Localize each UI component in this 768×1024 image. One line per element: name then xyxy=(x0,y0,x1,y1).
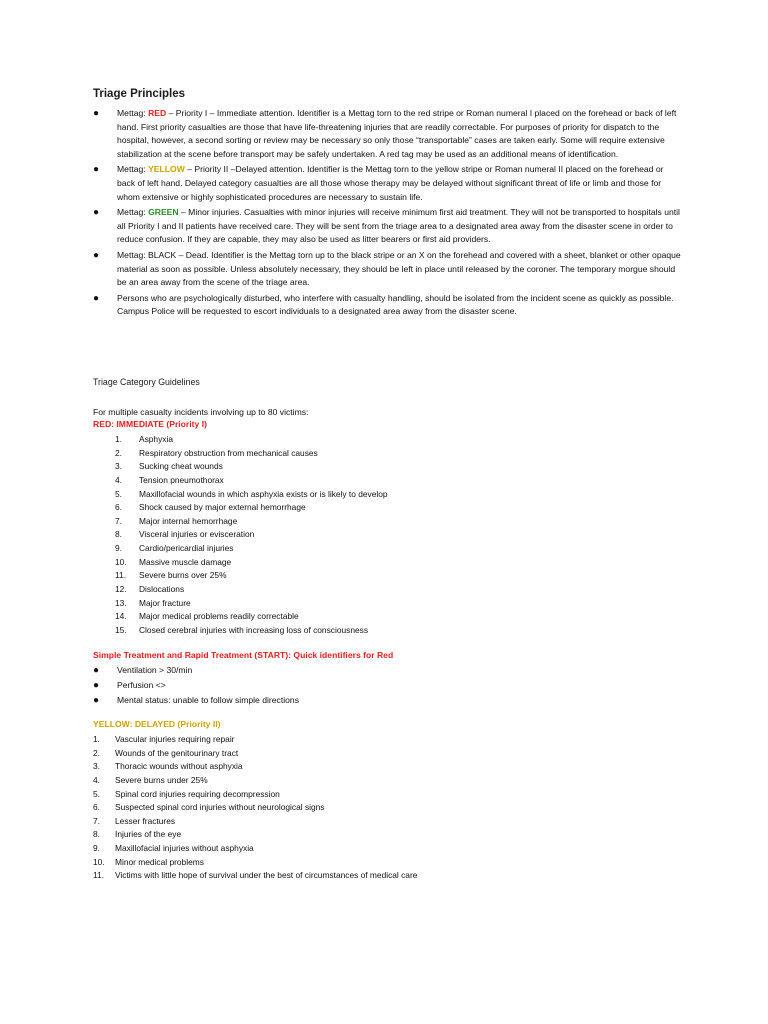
item-text: Injuries of the eye xyxy=(115,829,182,840)
item-number: 11. xyxy=(115,570,127,581)
item-number: 6. xyxy=(115,502,122,513)
list-item xyxy=(115,488,715,502)
list-item xyxy=(115,556,715,570)
item-text: Respiratory obstruction from mechanical causes xyxy=(139,447,318,458)
item-text: Ventilation > 30/min xyxy=(117,665,193,675)
list-item xyxy=(93,292,683,319)
list-item xyxy=(115,515,715,529)
list-item xyxy=(93,828,693,842)
item-text: Victims with little hope of survival under the best of circumstances of medical care xyxy=(115,870,418,881)
bullet-icon: ● xyxy=(93,695,100,707)
item-number: 6. xyxy=(93,802,100,813)
list-item xyxy=(115,569,715,583)
item-number: 9. xyxy=(115,543,122,554)
yellow-heading: YELLOW: DELAYED (Priority II) xyxy=(93,719,221,729)
item-text: Maxillofacial wounds in which asphyxia exists or is likely to develop xyxy=(139,488,388,499)
principles-list xyxy=(93,107,683,321)
item-number: 10. xyxy=(93,856,105,867)
list-item xyxy=(93,163,683,204)
guidelines-heading: Triage Category Guidelines xyxy=(93,377,200,387)
item-text: Major internal hemorrhage xyxy=(139,515,238,526)
bullet-icon: ● xyxy=(93,249,100,261)
item-number: 15. xyxy=(115,624,127,635)
list-item xyxy=(93,679,593,693)
list-item xyxy=(93,869,693,883)
yellow-list xyxy=(93,733,693,883)
list-item xyxy=(93,774,693,788)
bullet-icon: ● xyxy=(93,164,100,176)
item-text: Asphyxia xyxy=(139,434,173,444)
item-number: 3. xyxy=(115,461,122,472)
list-item xyxy=(115,542,715,556)
item-text: Massive muscle damage xyxy=(139,556,232,567)
tag-red: RED xyxy=(148,108,167,118)
item-text: Lesser fractures xyxy=(115,815,176,826)
item-text: Thoracic wounds without asphyxia xyxy=(115,761,243,772)
bullet-icon: ● xyxy=(93,292,100,304)
item-number: 3. xyxy=(93,761,100,772)
intro-text: For multiple casualty incidents involving up to 80 victims: xyxy=(93,407,309,417)
list-item xyxy=(115,610,715,624)
item-text: Maxillofacial injuries without asphyxia xyxy=(115,843,254,854)
item-number: 9. xyxy=(93,843,100,854)
list-item xyxy=(93,760,693,774)
item-number: 2. xyxy=(93,747,100,758)
item-text: Major fracture xyxy=(139,597,191,608)
item-number: 2. xyxy=(115,447,122,458)
list-item xyxy=(93,694,593,708)
item-number: 5. xyxy=(115,488,122,499)
item-text: Dislocations xyxy=(139,584,185,595)
item-text: Sucking cheat wounds xyxy=(139,461,223,472)
item-text: Visceral injuries or evisceration xyxy=(139,529,255,540)
list-item xyxy=(93,664,593,678)
list-item xyxy=(93,801,693,815)
item-text: Mental status: unable to follow simple directions xyxy=(117,695,299,706)
item-number: 1. xyxy=(115,434,122,444)
item-number: 4. xyxy=(115,474,122,485)
item-text: Mettag: BLACK – Dead. Identifier is the Mettag torn up to the black stripe or an X on the forehead and covered with a sheet, blanket or other opaque material as soon as possible. Unless absolutely necessary, they should be left in place until released by the coroner. The temporary morgue should be an area away from the scene of the triage area. xyxy=(117,249,681,288)
item-text-pre: Mettag: xyxy=(117,164,149,175)
start-heading: Simple Treatment and Rapid Treatment (START): Quick identifiers for Red xyxy=(93,650,394,660)
list-item xyxy=(115,597,715,611)
item-text: Perfusion <> xyxy=(117,680,166,691)
start-list xyxy=(93,664,593,709)
item-text-post: – Priority I – Immediate attention. Identifier is a Mettag torn to the red stripe or Roman numeral I placed on the forehead or back of left hand. First priority casualties are those that have life-threatening injuries that are readily correctable. For purposes of priority for dispatch to the hospital, however, a second sorting or review may be necessary so only those “transportable” cases are taken early. Some will require extensive stabilization at the scene before transport may be safely undertaken. A red tag may be used as an additional means of identification. xyxy=(117,108,677,159)
item-text: Closed cerebral injuries with increasing loss of consciousness xyxy=(139,624,369,635)
item-number: 7. xyxy=(115,515,122,526)
item-text-pre: Mettag: xyxy=(117,207,149,218)
bullet-icon: ● xyxy=(93,108,100,119)
list-item xyxy=(93,107,683,161)
item-text: Suspected spinal cord injuries without neurological signs xyxy=(115,802,325,813)
bullet-icon: ● xyxy=(93,665,100,676)
list-item xyxy=(115,501,715,515)
item-text: Wounds of the genitourinary tract xyxy=(115,747,239,758)
item-number: 11. xyxy=(93,870,105,881)
item-number: 4. xyxy=(93,774,100,785)
item-text: Persons who are psychologically disturbed, who interfere with casualty handling, should be isolated from the incident scene as quickly as possible. Campus Police will be requested to escort individuals to a designated area away from the disaster scene. xyxy=(117,292,674,317)
list-item xyxy=(115,447,715,461)
item-text: Tension pneumothorax xyxy=(139,474,224,485)
item-text: Severe burns under 25% xyxy=(115,774,208,785)
bullet-icon: ● xyxy=(93,207,100,219)
page-title: Triage Principles xyxy=(93,88,186,100)
list-item xyxy=(115,433,715,447)
item-text: Spinal cord injuries requiring decompression xyxy=(115,788,280,799)
item-text-post: – Minor injuries. Casualties with minor injuries will receive minimum first aid treatment. They will not be transported to hospitals until all Priority I and II patients have received care. They will be sent from the triage area to a designated area away from the disaster scene in order to reduce confusion. If they are capable, they may also be used as litter bearers or first aid providers. xyxy=(117,207,680,245)
list-item xyxy=(93,206,683,247)
item-number: 8. xyxy=(115,529,122,540)
list-item xyxy=(93,249,683,290)
list-item xyxy=(115,474,715,488)
list-item xyxy=(93,842,693,856)
item-number: 13. xyxy=(115,597,127,608)
item-number: 10. xyxy=(115,556,127,567)
list-item xyxy=(115,528,715,542)
red-list xyxy=(115,433,715,638)
item-number: 12. xyxy=(115,584,127,595)
tag-green: GREEN xyxy=(148,207,179,218)
item-text: Cardio/pericardial injuries xyxy=(139,543,234,554)
item-number: 7. xyxy=(93,815,100,826)
item-text: Minor medical problems xyxy=(115,856,204,867)
item-text: Severe burns over 25% xyxy=(139,570,227,581)
item-text: Major medical problems readily correctable xyxy=(139,611,299,622)
list-item xyxy=(93,788,693,802)
red-heading: RED: IMMEDIATE (Priority I) xyxy=(93,419,207,429)
list-item xyxy=(93,733,693,747)
item-text-pre: Mettag: xyxy=(117,108,149,118)
tag-yellow: YELLOW xyxy=(148,164,185,175)
item-number: 14. xyxy=(115,611,127,622)
list-item xyxy=(115,460,715,474)
item-text-post: – Priority II –Delayed attention. Identifier is the Mettag torn to the yellow stripe or Roman numeral II placed on the forehead or back of left hand. Delayed category casualties are all those whose therapy may be delayed without significant threat of life or limb and those for whom extensive or highly sophisticated procedures are necessary to sustain life. xyxy=(117,164,664,202)
item-number: 5. xyxy=(93,788,100,799)
item-number: 8. xyxy=(93,829,100,840)
item-text: Vascular injuries requiring repair xyxy=(115,734,235,744)
list-item xyxy=(93,815,693,829)
item-number: 1. xyxy=(93,734,100,744)
list-item xyxy=(93,747,693,761)
list-item xyxy=(115,583,715,597)
bullet-icon: ● xyxy=(93,680,100,692)
list-item xyxy=(115,624,715,638)
item-text: Shock caused by major external hemorrhage xyxy=(139,502,306,513)
list-item xyxy=(93,856,693,870)
